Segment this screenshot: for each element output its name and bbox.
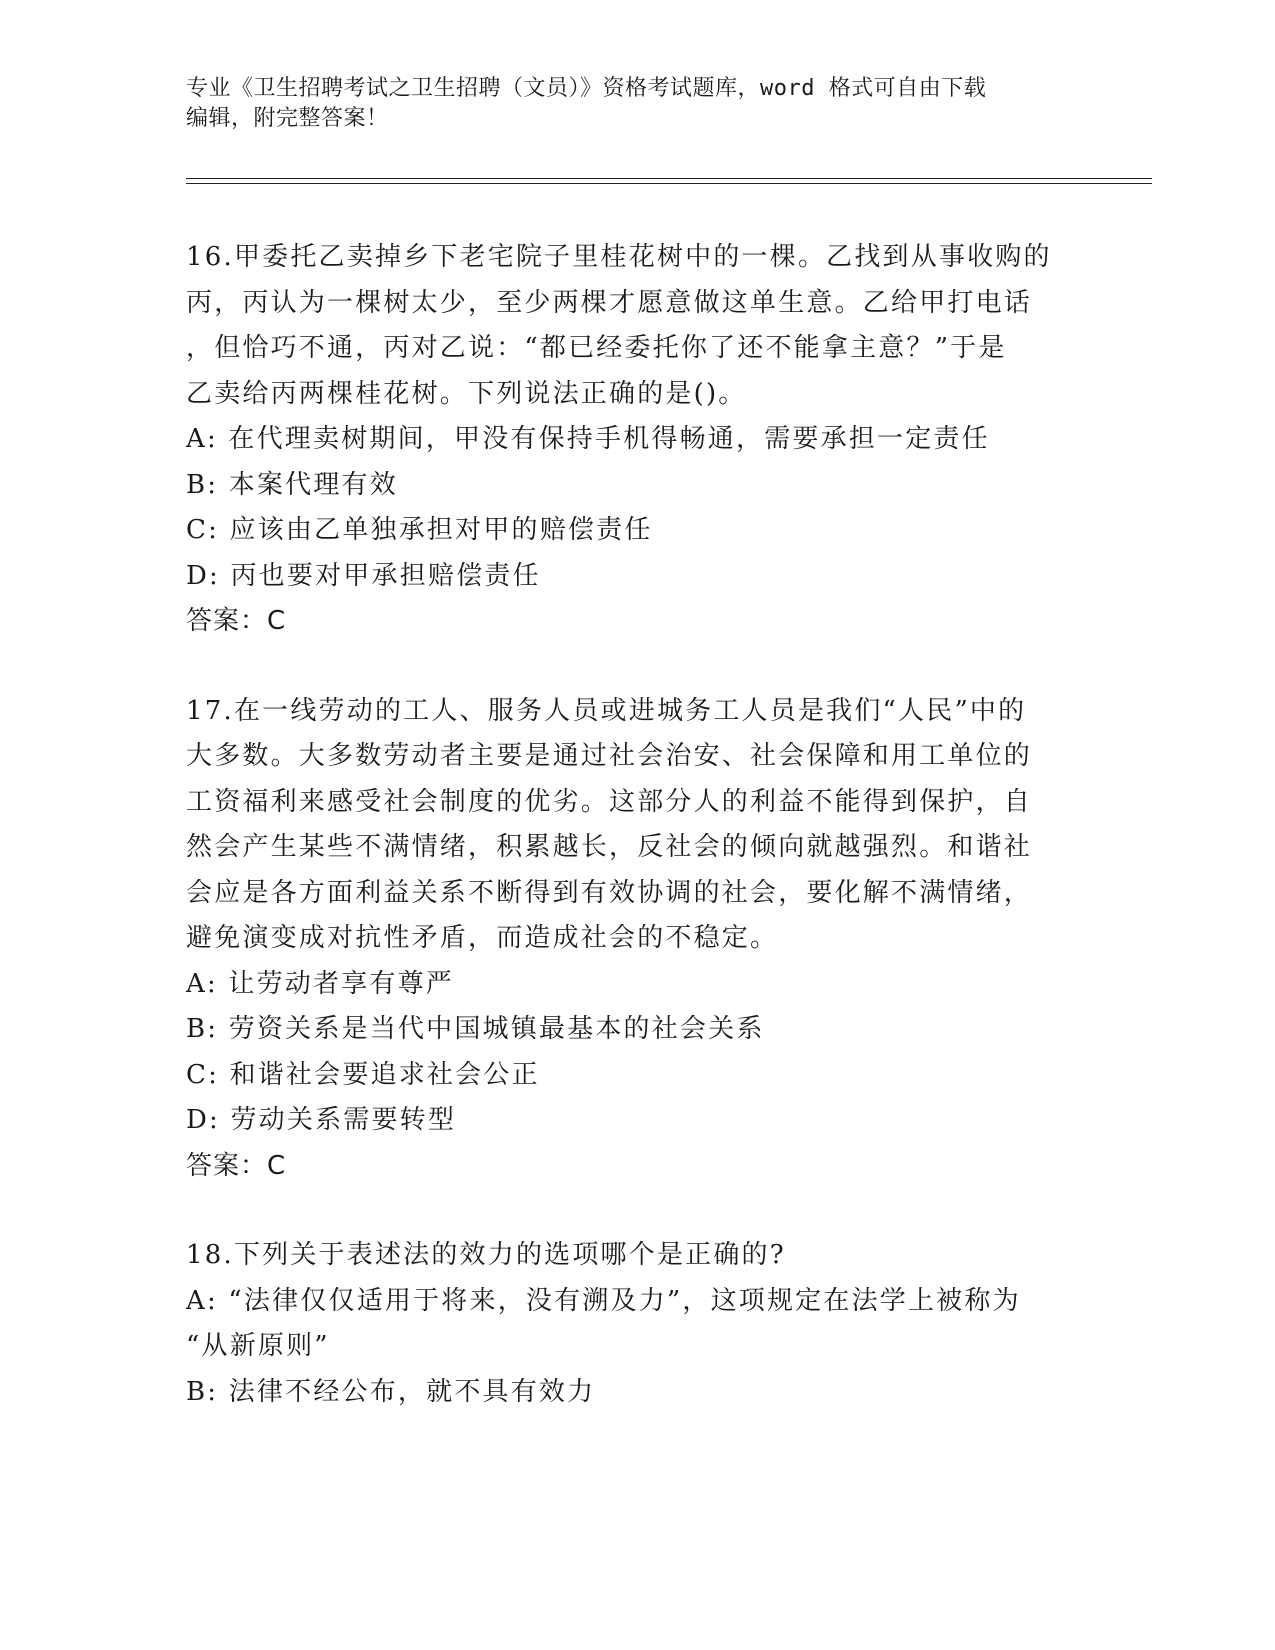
question-list <box>186 235 1086 1459</box>
question-stem-line: 工资福利来感受社会制度的优劣。这部分人的利益不能得到保护，自 <box>186 786 1033 817</box>
option-b: B: 劳资关系是当代中国城镇最基本的社会关系 <box>186 1014 765 1044</box>
option-d: D: 劳动关系需要转型 <box>186 1105 457 1135</box>
question-stem-line: 大多数。大多数劳动者主要是通过社会治安、社会保障和用工单位的 <box>186 741 1033 771</box>
option-b: B: 法律不经公布，就不具有效力 <box>186 1376 596 1407</box>
question-17 <box>186 689 1086 1190</box>
option-a: A: 让劳动者享有尊严 <box>186 968 455 999</box>
option-a-continued: “从新原则” <box>186 1331 330 1361</box>
question-stem-line: 17.在一线劳动的工人、服务人员或进城务工人员是我们“人民”中的 <box>186 695 1027 726</box>
option-b: B: 本案代理有效 <box>186 469 398 500</box>
option-a: A: “法律仅仅适用于将来，没有溯及力”，这项规定在法学上被称为 <box>186 1285 1021 1316</box>
question-stem-line: 然会产生某些不满情绪，积累越长，反社会的倾向就越强烈。和谐社 <box>186 832 1033 862</box>
option-c: C: 和谐社会要追求社会公正 <box>186 1059 540 1090</box>
option-a: A: 在代理卖树期间，甲没有保持手机得畅通，需要承担一定责任 <box>186 424 990 454</box>
option-d: D: 丙也要对甲承担赔偿责任 <box>186 560 541 591</box>
answer-line: 答案：C <box>186 1150 287 1181</box>
question-stem-line: 18.下列关于表述法的效力的选项哪个是正确的? <box>186 1240 786 1270</box>
question-stem-line: 16.甲委托乙卖掉乡下老宅院子里桂花树中的一棵。乙找到从事收购的 <box>186 242 1052 272</box>
question-stem-line: 丙，丙认为一棵树太少，至少两棵才愿意做这单生意。乙给甲打电话 <box>186 287 1033 318</box>
question-16 <box>186 235 1086 645</box>
header-divider-bottom <box>186 183 1152 184</box>
question-18 <box>186 1233 1086 1415</box>
option-c: C: 应该由乙单独承担对甲的赔偿责任 <box>186 515 653 545</box>
document-header <box>186 74 1086 134</box>
header-line-1: 专业《卫生招聘考试之卫生招聘（文员）》资格考试题库，word 格式可自由下载 <box>186 76 987 101</box>
answer-line: 答案：C <box>186 606 287 636</box>
question-stem-line: 会应是各方面利益关系不断得到有效协调的社会，要化解不满情绪， <box>186 877 1033 908</box>
question-stem-line: 避免演变成对抗性矛盾，而造成社会的不稳定。 <box>186 923 779 953</box>
header-line-2: 编辑，附完整答案！ <box>186 106 389 131</box>
question-stem-line: ，但恰巧不通，丙对乙说：“都已经委托你了还不能拿主意？”于是 <box>186 333 1007 363</box>
question-stem-line: 乙卖给丙两棵桂花树。下列说法正确的是()。 <box>186 378 747 409</box>
header-divider-top <box>186 178 1152 179</box>
